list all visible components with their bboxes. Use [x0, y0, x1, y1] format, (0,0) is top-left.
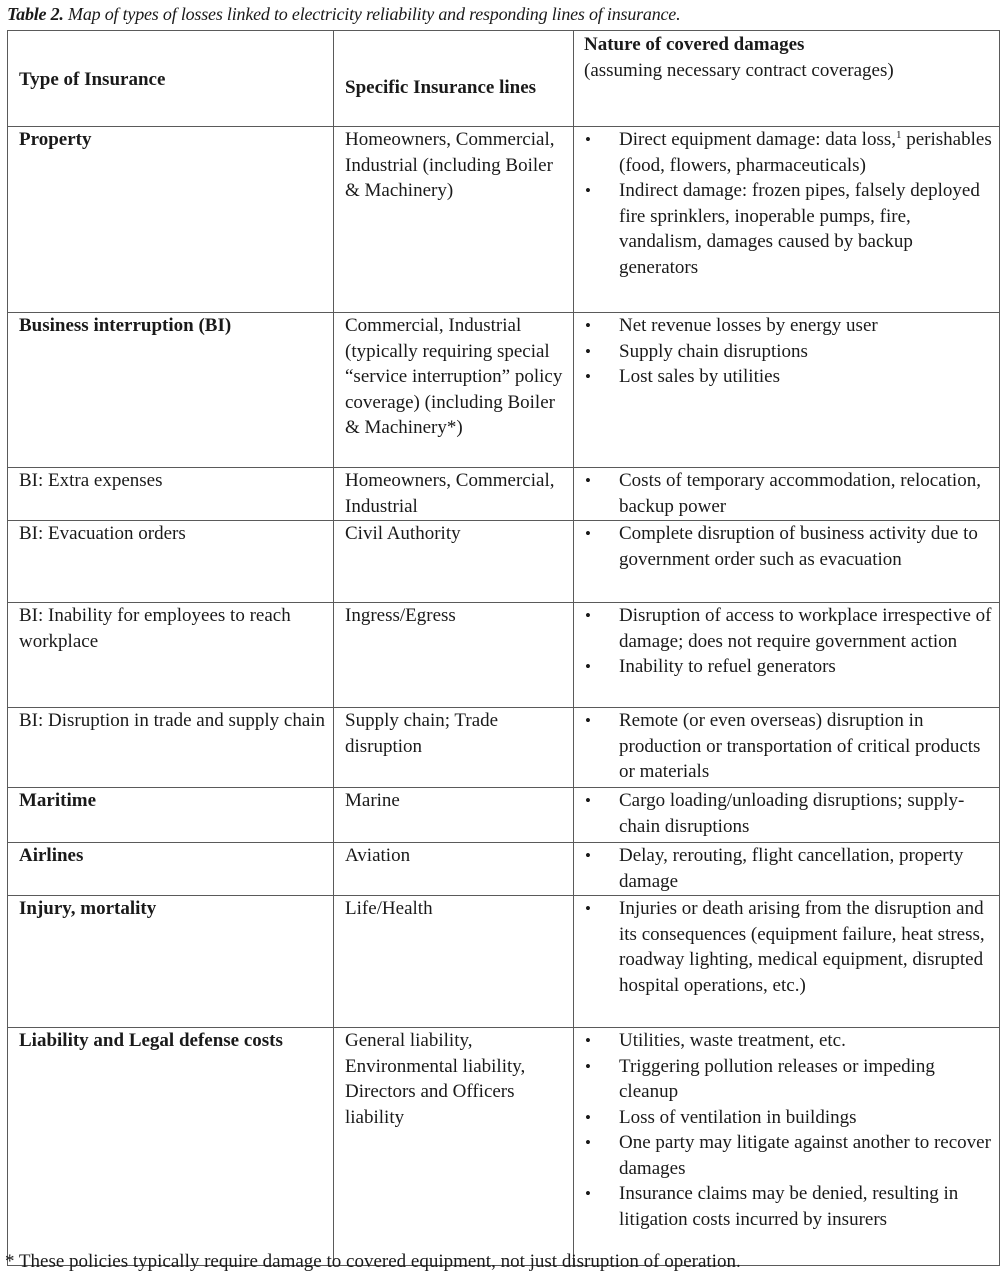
damage-item: • Disruption of access to workplace irrespective of damage; does not require government action — [585, 603, 995, 654]
table-row — [8, 127, 1000, 313]
cell-damages — [574, 1028, 1000, 1266]
damage-item: • Net revenue losses by energy user — [585, 313, 995, 339]
damages-list — [585, 127, 995, 280]
table-footnote: * These policies typically require damage to covered equipment, not just disruption of operation. — [5, 1251, 741, 1272]
table-row — [8, 468, 1000, 521]
damage-item: • Supply chain disruptions — [585, 339, 995, 365]
header-nature-title: Nature of covered damages — [584, 34, 805, 55]
caption-text: Map of types of losses linked to electricity reliability and responding lines of insurance. — [63, 4, 681, 24]
cell-damages — [574, 843, 1000, 896]
cell-lines: Ingress/Egress — [334, 603, 574, 708]
damage-item: • Utilities, waste treatment, etc. — [585, 1028, 995, 1054]
cell-type: Maritime — [8, 788, 334, 843]
cell-type: Property — [8, 127, 334, 313]
damage-item: • Triggering pollution releases or impeding cleanup — [585, 1054, 995, 1105]
header-type-of-insurance: Type of Insurance — [8, 31, 334, 127]
damage-item: • Complete disruption of business activity due to government order such as evacuation — [585, 521, 995, 572]
cell-damages — [574, 468, 1000, 521]
table-header-row — [8, 31, 1000, 127]
cell-type: BI: Inability for employees to reach workplace — [8, 603, 334, 708]
cell-type: Liability and Legal defense costs — [8, 1028, 334, 1266]
damage-item: • Remote (or even overseas) disruption in production or transportation of critical products or materials — [585, 708, 995, 785]
cell-lines: Homeowners, Commercial, Industrial (including Boiler & Machinery) — [334, 127, 574, 313]
header-nature-of-damages — [574, 31, 1000, 127]
damage-item: • One party may litigate against another to recover damages — [585, 1130, 995, 1181]
cell-lines: Marine — [334, 788, 574, 843]
cell-type: Injury, mortality — [8, 896, 334, 1028]
cell-lines: Supply chain; Trade disruption — [334, 708, 574, 788]
table-row — [8, 1028, 1000, 1266]
insurance-losses-table — [7, 30, 1000, 1266]
header-specific-lines: Specific Insurance lines — [334, 31, 574, 127]
cell-lines: Aviation — [334, 843, 574, 896]
cell-damages — [574, 127, 1000, 313]
damage-item: • Loss of ventilation in buildings — [585, 1105, 995, 1131]
cell-lines: Life/Health — [334, 896, 574, 1028]
damage-item: • Costs of temporary accommodation, relocation, backup power — [585, 468, 995, 519]
header-nature-subtitle: (assuming necessary contract coverages) — [584, 59, 894, 81]
damages-list — [585, 788, 995, 839]
cell-lines: Civil Authority — [334, 521, 574, 603]
cell-damages — [574, 896, 1000, 1028]
cell-damages — [574, 708, 1000, 788]
footnote-marker: 1 — [896, 129, 902, 141]
cell-damages — [574, 788, 1000, 843]
cell-damages — [574, 313, 1000, 468]
table-row — [8, 843, 1000, 896]
cell-lines: General liability, Environmental liability, Directors and Officers liability — [334, 1028, 574, 1266]
damages-list — [585, 521, 995, 572]
caption-label: Table 2. — [7, 4, 64, 24]
cell-type: Business interruption (BI) — [8, 313, 334, 468]
damage-item: • Cargo loading/unloading disruptions; supply-chain disruptions — [585, 788, 995, 839]
cell-damages — [574, 521, 1000, 603]
table-row — [8, 896, 1000, 1028]
cell-type: BI: Extra expenses — [8, 468, 334, 521]
damages-list — [585, 313, 995, 390]
cell-type: BI: Disruption in trade and supply chain — [8, 708, 334, 788]
table-row — [8, 521, 1000, 603]
table-row — [8, 603, 1000, 708]
damage-item: • Inability to refuel generators — [585, 654, 995, 680]
damage-item: • Delay, rerouting, flight cancellation, property damage — [585, 843, 995, 894]
damages-list — [585, 468, 995, 519]
table-row — [8, 313, 1000, 468]
damage-item: • Injuries or death arising from the disruption and its consequences (equipment failure, heat stress, roadway lighting, medical equipment, disrupted hospital operations, etc.) — [585, 896, 995, 998]
cell-type: BI: Evacuation orders — [8, 521, 334, 603]
damages-list — [585, 1028, 995, 1232]
damage-item: • Indirect damage: frozen pipes, falsely deployed fire sprinklers, inoperable pumps, fire, vandalism, damages caused by backup generators — [585, 178, 995, 280]
table-row — [8, 708, 1000, 788]
cell-lines: Homeowners, Commercial, Industrial — [334, 468, 574, 521]
cell-damages — [574, 603, 1000, 708]
cell-lines: Commercial, Industrial (typically requiring special “service interruption” policy coverage) (including Boiler & Machinery*) — [334, 313, 574, 468]
damages-list — [585, 708, 995, 785]
cell-type: Airlines — [8, 843, 334, 896]
damages-list — [585, 896, 995, 998]
damage-item: • Insurance claims may be denied, resulting in litigation costs incurred by insurers — [585, 1181, 995, 1232]
table-caption — [7, 2, 680, 26]
damage-item: • Direct equipment damage: data loss,$^1$ perishables (food, flowers, pharmaceuticals) — [585, 127, 995, 178]
damages-list — [585, 603, 995, 680]
damage-item: • Lost sales by utilities — [585, 364, 995, 390]
table-row — [8, 788, 1000, 843]
damages-list — [585, 843, 995, 894]
